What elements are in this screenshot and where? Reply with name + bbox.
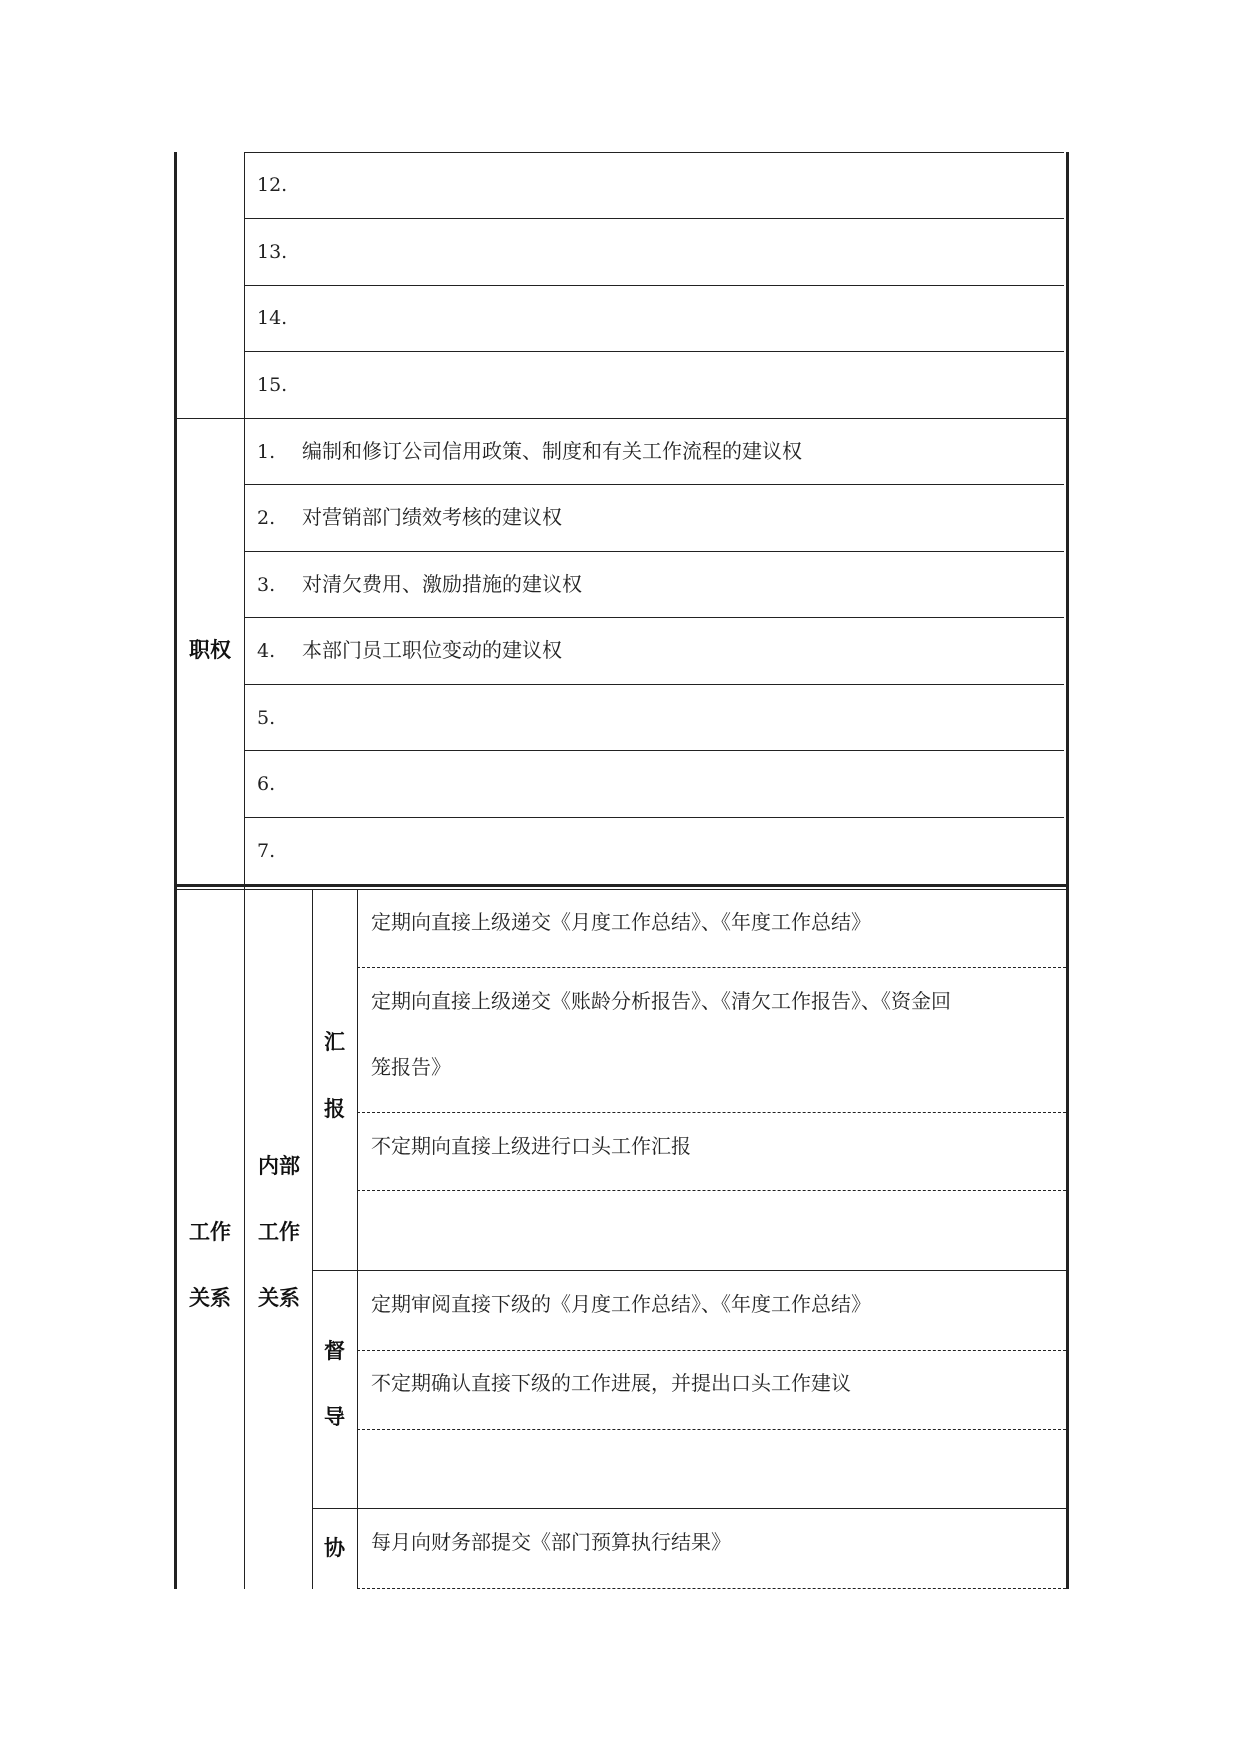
section-line-double — [176, 884, 1066, 887]
authority-num-2: 2. — [257, 507, 276, 529]
authority-text-3: 对清欠费用、激励措施的建议权 — [302, 572, 582, 596]
report-item-2-line1: 定期向直接上级递交《账龄分析报告》、《清欠工作报告》、《资金回 — [371, 989, 951, 1013]
report-item-2-line2: 笼报告》 — [371, 1055, 451, 1079]
duty-item-12: 12. — [257, 174, 288, 196]
dashed-line — [357, 1429, 1066, 1430]
authority-num-4: 4. — [257, 640, 276, 662]
row-line — [244, 750, 1064, 751]
supervise-label-char1: 督 — [324, 1339, 345, 1363]
left-border — [174, 152, 177, 1589]
relations-label-line1: 工作 — [189, 1220, 231, 1244]
authority-label: 职权 — [189, 638, 231, 662]
report-item-3: 不定期向直接上级进行口头工作汇报 — [371, 1134, 691, 1158]
supervise-label-char2: 导 — [324, 1405, 345, 1429]
supervise-item-1: 定期审阅直接下级的《月度工作总结》、《年度工作总结》 — [371, 1292, 871, 1316]
group-line — [312, 1508, 1066, 1509]
authority-num-5: 5. — [257, 707, 276, 729]
relations-label-line2: 关系 — [189, 1286, 231, 1310]
row-line — [244, 551, 1064, 552]
report-label-char1: 汇 — [324, 1030, 345, 1054]
authority-num-1: 1. — [257, 441, 276, 463]
duty-item-15: 15. — [257, 374, 288, 396]
row-line — [244, 351, 1064, 352]
duty-item-14: 14. — [257, 307, 288, 329]
column-divider — [312, 889, 313, 1589]
row-line — [244, 484, 1064, 485]
row-line — [244, 218, 1064, 219]
cooperate-item-1: 每月向财务部提交《部门预算执行结果》 — [371, 1530, 731, 1554]
dashed-line — [357, 1350, 1066, 1351]
duty-item-13: 13. — [257, 241, 288, 263]
top-border — [244, 152, 1064, 153]
column-divider — [244, 152, 245, 1589]
internal-label-line3: 关系 — [258, 1286, 300, 1310]
authority-text-4: 本部门员工职位变动的建议权 — [302, 638, 562, 662]
row-line — [244, 285, 1064, 286]
section-line — [176, 418, 1066, 419]
supervise-item-2: 不定期确认直接下级的工作进展，并提出口头工作建议 — [371, 1371, 851, 1395]
right-border — [1066, 152, 1069, 1589]
section-line-double — [176, 889, 1066, 890]
authority-num-6: 6. — [257, 773, 276, 795]
authority-num-7: 7. — [257, 840, 276, 862]
report-item-1: 定期向直接上级递交《月度工作总结》、《年度工作总结》 — [371, 910, 871, 934]
group-line — [312, 1270, 1066, 1271]
column-divider — [357, 889, 358, 1589]
internal-label-line2: 工作 — [258, 1220, 300, 1244]
dashed-line — [357, 1588, 1066, 1589]
row-line — [244, 617, 1064, 618]
authority-text-2: 对营销部门绩效考核的建议权 — [302, 505, 562, 529]
dashed-line — [357, 1112, 1066, 1113]
row-line — [244, 684, 1064, 685]
dashed-line — [357, 967, 1066, 968]
authority-text-1: 编制和修订公司信用政策、制度和有关工作流程的建议权 — [302, 439, 802, 463]
dashed-line — [357, 1190, 1066, 1191]
report-label-char2: 报 — [324, 1097, 345, 1121]
cooperate-label-char1: 协 — [324, 1536, 345, 1560]
internal-label-line1: 内部 — [258, 1154, 300, 1178]
row-line — [244, 817, 1064, 818]
authority-num-3: 3. — [257, 574, 276, 596]
